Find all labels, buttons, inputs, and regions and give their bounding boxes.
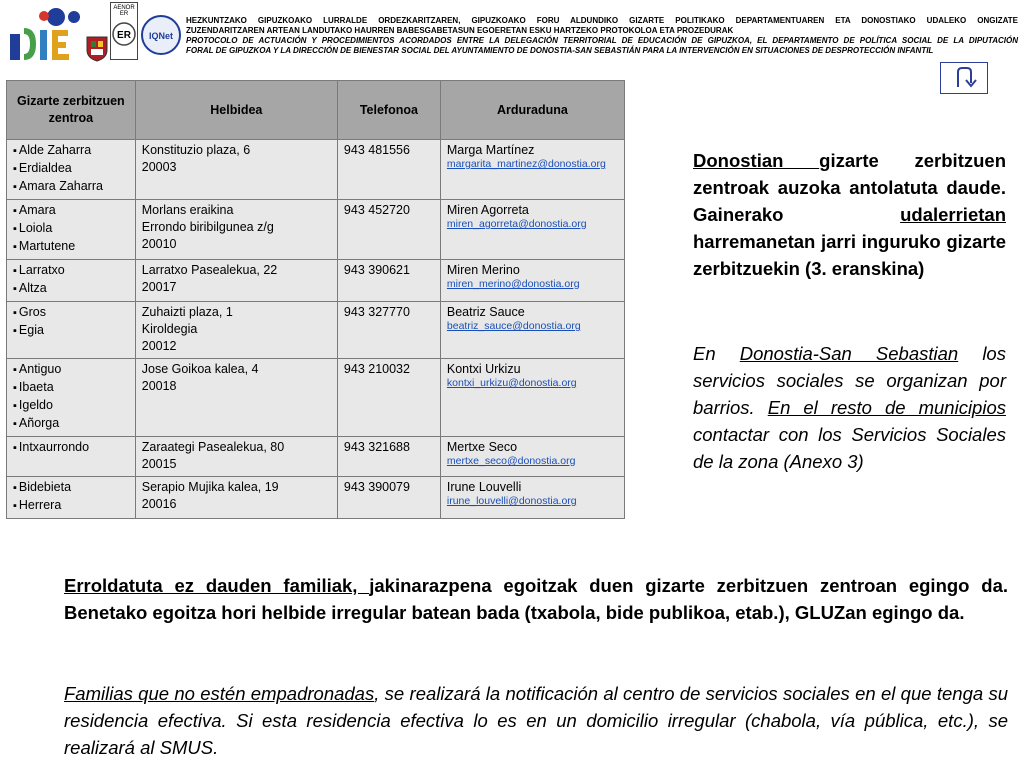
phone-cell: 943 327770	[337, 302, 440, 359]
address-line: 20017	[141, 280, 177, 294]
center-cell	[7, 477, 136, 519]
table-row	[7, 260, 625, 302]
manager-name: Miren Merino	[446, 263, 520, 277]
header-manager: Arduraduna	[440, 81, 624, 140]
center-cell	[7, 302, 136, 359]
table-row	[7, 437, 625, 477]
center-cell	[7, 200, 136, 260]
center-item: ▪ Antiguo	[13, 361, 129, 379]
address-line: 20003	[141, 160, 177, 174]
manager-cell	[440, 260, 624, 302]
manager-name: Irune Louvelli	[446, 480, 522, 494]
address-cell	[135, 477, 337, 519]
header-line-1: HEZKUNTZAKO GIPUZKOAKO LURRALDE ORDEZKARITZAREN, GIPUZKOAKO FORU ALDUNDIKO GIZARTE POLITIKAKO DEPARTAMENTUAREN ETA DONOSTIAKO UDALEKO ONGIZATE	[186, 16, 1018, 25]
header-line-4: FORAL DE GIPUZKOA Y LA DIRECCIÓN DE BIENESTAR SOCIAL DEL AYUNTAMIENTO DE DONOSTIA-SAN SEBASTIÁN PARA LA INTERVENCIÓN EN SITUACIONES DE DESPROTECCIÓN INFANTIL	[186, 46, 934, 55]
manager-name: Beatriz Sauce	[446, 305, 525, 319]
manager-name: Miren Agorreta	[446, 203, 529, 217]
header-address: Helbidea	[135, 81, 337, 140]
social-services-table	[6, 80, 625, 519]
right-paragraph-spanish: En Donostia-San Sebastian los servicios sociales se organizan por barrios. En el resto de municipios contactar con los Servicios Sociales de la zona (Anexo 3)	[693, 343, 1006, 472]
center-item: ▪ Herrera	[13, 497, 129, 515]
back-button[interactable]	[940, 62, 988, 94]
manager-name: Marga Martínez	[446, 143, 535, 157]
bottom-paragraph-basque: Erroldatuta ez dauden familiak, jakinarazpena egoitzak duen gizarte zerbitzuen zentroan egingo da. Benetako egoitza hori helbide irregular batean bada (txabola, bide publikoa, etab.), GLUZan egingo da.	[64, 575, 1009, 623]
address-line: Zaraategi Pasealekua, 80	[141, 440, 285, 454]
manager-name: Mertxe Seco	[446, 440, 518, 454]
center-cell	[7, 437, 136, 477]
address-cell	[135, 302, 337, 359]
center-item: ▪ Erdialdea	[13, 160, 129, 178]
center-item: ▪ Larratxo	[13, 262, 129, 280]
manager-cell	[440, 359, 624, 437]
header-title	[186, 16, 1018, 56]
address-line: Morlans eraikina	[141, 203, 234, 217]
svg-text:ER: ER	[117, 30, 131, 41]
table-row	[7, 200, 625, 260]
aenor-text: AENOR ER	[113, 5, 135, 17]
center-cell	[7, 140, 136, 200]
table-row	[7, 477, 625, 519]
address-line: 20010	[141, 237, 177, 251]
document-header	[0, 0, 1024, 68]
address-line: Zuhaizti plaza, 1	[141, 305, 233, 319]
manager-email-link[interactable]: miren_merino@donostia.org	[446, 278, 580, 290]
header-phone: Telefonoa	[337, 81, 440, 140]
phone-cell: 943 452720	[337, 200, 440, 260]
iqnet-certification-logo	[140, 14, 182, 56]
address-line: 20012	[141, 339, 177, 353]
address-line: Errondo biribilgunea z/g	[141, 220, 274, 234]
return-arrow-icon	[941, 63, 986, 92]
header-center: Gizarte zerbitzuen zentroa	[7, 81, 136, 140]
die-logo	[6, 4, 86, 64]
center-item: ▪ Loiola	[13, 220, 129, 238]
manager-cell	[440, 140, 624, 200]
address-line: Larratxo Pasealekua, 22	[141, 263, 278, 277]
center-item: ▪ Intxaurrondo	[13, 439, 129, 457]
manager-email-link[interactable]: irune_louvelli@donostia.org	[446, 495, 577, 507]
manager-email-link[interactable]: margarita_martinez@donostia.org	[446, 158, 606, 170]
header-line-2: ZUZENDARITZAREN ARTEAN LANDUTAKO HAURREN BABESGABETASUN EGOERETAN ESKU HARTZEKO PROTOKOLOA ETA PROZEDURAK	[186, 26, 734, 35]
address-line: Kiroldegia	[141, 322, 198, 336]
center-item: ▪ Bidebieta	[13, 479, 129, 497]
center-cell	[7, 260, 136, 302]
manager-email-link[interactable]: mertxe_seco@donostia.org	[446, 455, 576, 467]
center-item: ▪ Gros	[13, 304, 129, 322]
center-item: ▪ Alde Zaharra	[13, 142, 129, 160]
table-row	[7, 140, 625, 200]
aenor-certification-logo	[110, 2, 138, 60]
center-item: ▪ Añorga	[13, 415, 129, 433]
phone-cell: 943 321688	[337, 437, 440, 477]
manager-email-link[interactable]: beatriz_sauce@donostia.org	[446, 320, 581, 332]
center-item: ▪ Amara	[13, 202, 129, 220]
address-line: 20016	[141, 497, 177, 511]
address-line: Jose Goikoa kalea, 4	[141, 362, 259, 376]
address-cell	[135, 200, 337, 260]
phone-cell: 943 390621	[337, 260, 440, 302]
table-row	[7, 359, 625, 437]
center-item: ▪ Ibaeta	[13, 379, 129, 397]
manager-email-link[interactable]: kontxi_urkizu@donostia.org	[446, 377, 577, 389]
phone-cell: 943 481556	[337, 140, 440, 200]
manager-name: Kontxi Urkizu	[446, 362, 521, 376]
table-row	[7, 302, 625, 359]
center-item: ▪ Martutene	[13, 238, 129, 256]
address-line: Serapio Mujika kalea, 19	[141, 480, 279, 494]
center-item: ▪ Altza	[13, 280, 129, 298]
manager-cell	[440, 437, 624, 477]
right-paragraph-basque: Donostian gizarte zerbitzuen zentroak auzoka antolatuta daude. Gainerako udalerrietan harremanetan jarri inguruko gizarte zerbitzuekin (3. eranskina)	[693, 150, 1006, 279]
manager-cell	[440, 477, 624, 519]
center-item: ▪ Amara Zaharra	[13, 178, 129, 196]
center-cell	[7, 359, 136, 437]
phone-cell: 943 390079	[337, 477, 440, 519]
manager-cell	[440, 302, 624, 359]
shield-logo	[86, 36, 108, 62]
address-cell	[135, 260, 337, 302]
address-cell	[135, 437, 337, 477]
bottom-paragraph-spanish: Familias que no estén empadronadas, se realizará la notificación al centro de servicios sociales en el que tenga su residencia efectiva. Si esta residencia efectiva lo es en un domicilio irregular (chabola, vía pública, etc.), se realizará al SMUS.	[64, 683, 1008, 758]
table-header-row	[7, 81, 625, 140]
address-line: 20018	[141, 379, 177, 393]
manager-cell	[440, 200, 624, 260]
address-cell	[135, 359, 337, 437]
address-line: Konstituzio plaza, 6	[141, 143, 251, 157]
center-item: ▪ Igeldo	[13, 397, 129, 415]
phone-cell: 943 210032	[337, 359, 440, 437]
manager-email-link[interactable]: miren_agorreta@donostia.org	[446, 218, 587, 230]
address-cell	[135, 140, 337, 200]
center-item: ▪ Egia	[13, 322, 129, 340]
address-line: 20015	[141, 457, 177, 471]
header-line-3: PROTOCOLO DE ACTUACIÓN Y PROCEDIMIENTOS ACORDADOS ENTRE LA DELEGACIÓN TERRITORIAL DE EDUCACIÓN DE GIPUZKOA, EL DEPARTAMENTO DE POLÍTICA SOCIAL DE LA DIPUTACIÓN	[186, 36, 1018, 45]
svg-text:IQNet: IQNet	[148, 31, 174, 41]
